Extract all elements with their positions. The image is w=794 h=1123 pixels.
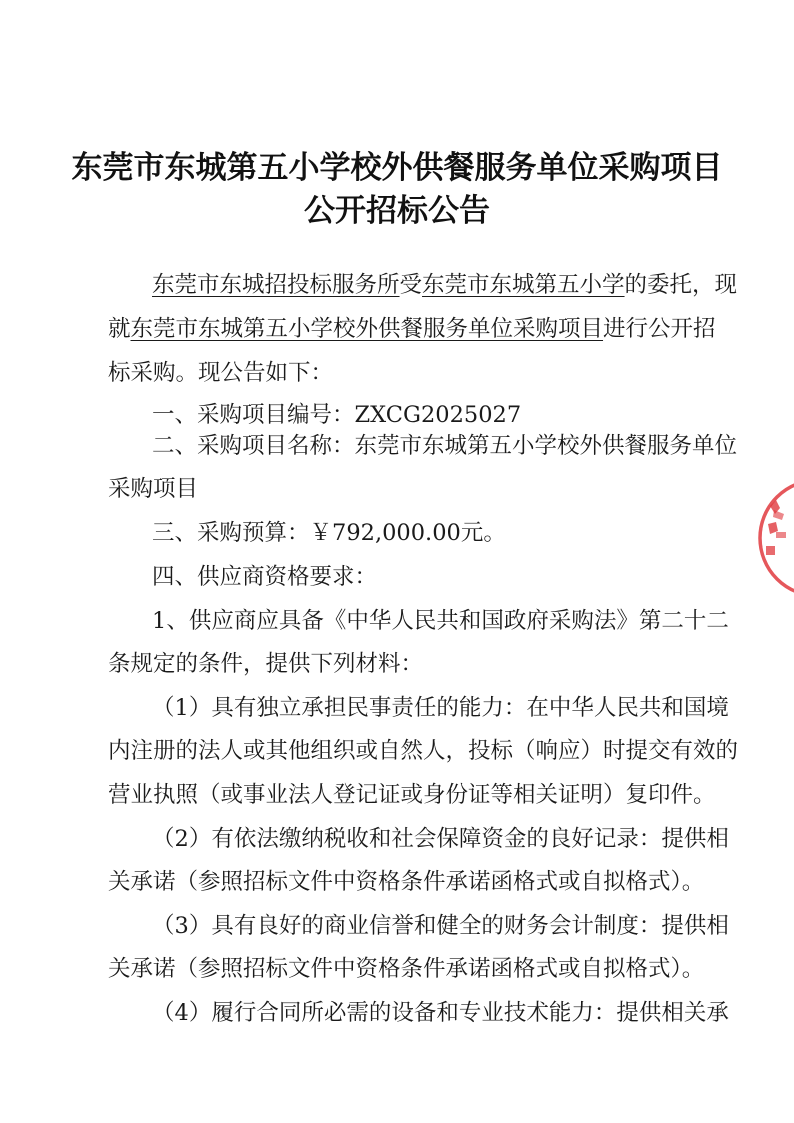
sub1-line2: 内注册的法人或其他组织或自然人，投标（响应）时提交有效的 (108, 738, 739, 764)
intro-text: 的委托，现 (624, 272, 738, 298)
item-project-name-line2: 采购项目 (108, 476, 199, 502)
item-project-number: 一、采购项目编号：ZXCG2025027 (152, 402, 522, 428)
project-name: 东莞市东城第五小学校外供餐服务单位采购项目 (130, 316, 604, 342)
intro-line1 (152, 267, 737, 299)
sub1-line1: （1）具有独立承担民事责任的能力：在中华人民共和国境 (152, 695, 729, 721)
sub2-line1: （2）有依法缴纳税收和社会保障资金的良好记录：提供相 (152, 826, 729, 852)
sub2-line2: 关承诺（参照招标文件中资格条件承诺函格式或自拟格式）。 (108, 869, 705, 895)
intro-text: 就 (108, 316, 131, 342)
intro-text: 进行公开招 (603, 316, 716, 342)
client-name: 东莞市东城第五小学 (422, 272, 625, 298)
item-budget: 三、采购预算：￥792,000.00元。 (152, 520, 506, 546)
official-seal-partial (750, 476, 794, 606)
agency-name: 东莞市东城招投标服务所 (152, 272, 400, 298)
item-project-name-line1: 二、采购项目名称：东莞市东城第五小学校外供餐服务单位 (152, 433, 738, 459)
intro-line2 (108, 311, 716, 343)
document-title-line1: 东莞市东城第五小学校外供餐服务单位采购项目 (71, 150, 723, 186)
sub3-line2: 关承诺（参照招标文件中资格条件承诺函格式或自拟格式）。 (108, 956, 705, 982)
req1-line1: 1、供应商应具备《中华人民共和国政府采购法》第二十二 (152, 608, 729, 634)
sub4-line1: （4）履行合同所必需的设备和专业技术能力：提供相关承 (152, 1000, 729, 1026)
intro-line3: 标采购。现公告如下： (108, 360, 334, 386)
intro-text: 受 (399, 272, 423, 298)
document-title-line2: 公开招标公告 (304, 193, 490, 229)
sub1-line3: 营业执照（或事业法人登记证或身份证等相关证明）复印件。 (108, 782, 716, 808)
item-qualifications: 四、供应商资格要求： (152, 564, 378, 590)
req1-line2: 条规定的条件，提供下列材料： (108, 651, 424, 677)
sub3-line1: （3）具有良好的商业信誉和健全的财务会计制度：提供相 (152, 913, 729, 939)
